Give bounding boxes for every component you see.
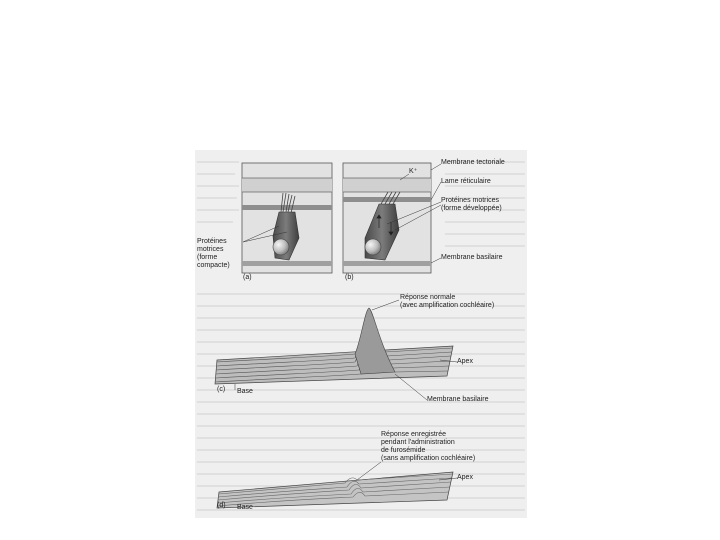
panel-b-label: (b) [345,274,354,281]
panel-b-tectorial-membrane [343,178,431,192]
panel-b-tectorial-label: Membrane tectoriale [441,159,505,166]
panel-d-base-label: Base [237,504,253,511]
panel-d-apex-label: Apex [457,474,473,481]
panel-a-nucleus [273,239,289,255]
panel-c-traveling-wave [215,300,457,400]
panel-b-basilar-label: Membrane basilaire [441,254,503,261]
panel-c-response-peak [355,308,395,374]
panel-c-base-label: Base [237,388,253,395]
panel-b-basilar-membrane [343,261,431,266]
panel-c-membrane-surface [215,346,453,384]
panel-d-traveling-wave [217,462,457,508]
panel-d-recorded-response-label: Réponse enregistrée pendant l'administration de furosémide (sans amplification cochléaire) [381,431,476,462]
panel-c-basilar-label: Membrane basilaire [427,396,489,403]
panel-b-motor-proteins-label: Protéines motrices (forme développée) [441,197,502,212]
scanned-figure-page [195,150,527,518]
panel-a-label: (a) [243,274,252,281]
panel-b-reticular-label: Lame réticulaire [441,178,491,185]
panel-a-tectorial-membrane [242,178,332,192]
panel-d-label: (d) [217,502,226,509]
panel-a-hair-cell-diagram [242,163,332,273]
panel-c-normal-response-label: Réponse normale (avec amplification cochléaire) [400,294,495,309]
panel-b-ion-label: K⁺ [409,168,418,175]
panel-d-membrane-surface [217,472,453,508]
panel-b-nucleus [365,239,381,255]
panel-a-basilar-membrane [242,261,332,266]
panel-b-hair-cell-diagram [343,163,441,273]
panel-a-motor-proteins-label: Protéines motrices (forme compacte) [197,238,230,269]
panel-c-label: (c) [217,386,226,393]
panel-c-apex-label: Apex [457,358,473,365]
